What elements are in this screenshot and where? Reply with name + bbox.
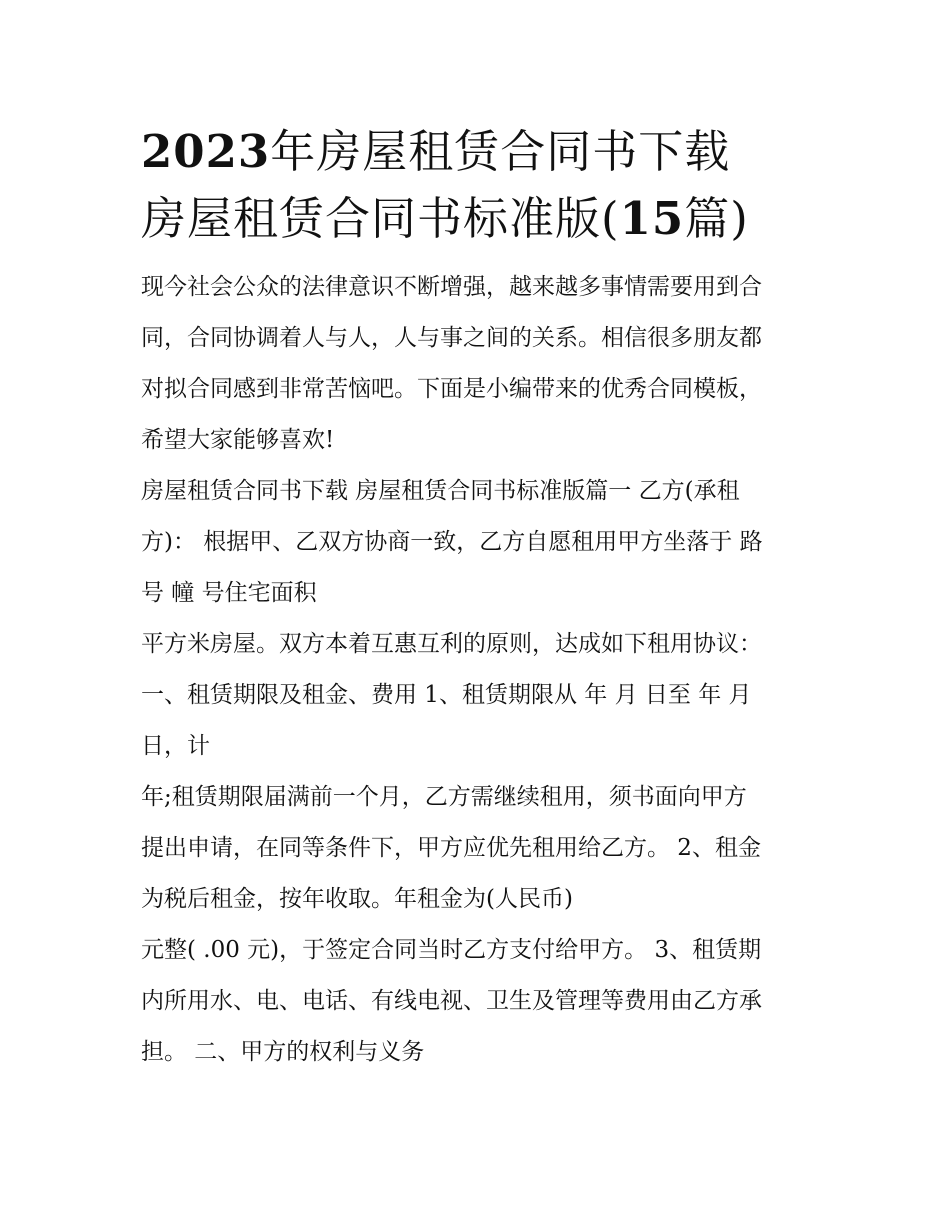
body-line: 元整( .00 元)，于签定合同当时乙方支付给甲方。 3、租赁期 [141, 937, 762, 963]
title-line-2 [141, 185, 821, 252]
body-line: 现今社会公众的法律意识不断增强，越来越多事情需要用到合 [141, 274, 762, 300]
body-line: 担。 二、甲方的权利与义务 [141, 1039, 425, 1065]
body-line: 房屋租赁合同书下载 房屋租赁合同书标准版篇一 乙方(承租 [141, 478, 740, 504]
body-line: 为税后租金，按年收取。年租金为(人民币) [141, 886, 573, 912]
body-line: 日，计 [141, 733, 210, 759]
body-line: 内所用水、电、电话、有线电视、卫生及管理等费用由乙方承 [141, 988, 762, 1014]
document-title [141, 118, 821, 252]
title-line-1-text: 年房屋租赁合同书下载 [270, 125, 731, 178]
body-line: 年;租赁期限届满前一个月，乙方需继续租用，须书面向甲方 [141, 784, 747, 810]
title-year: 2023 [141, 125, 271, 178]
title-count: 15 [619, 192, 685, 245]
body-line: 希望大家能够喜欢! [141, 427, 335, 453]
title-line-2-text: 房屋租赁合同书标准版( [141, 192, 620, 245]
body-line: 同，合同协调着人与人，人与事之间的关系。相信很多朋友都 [141, 325, 762, 351]
document-page [141, 118, 821, 1078]
body-line: 对拟合同感到非常苦恼吧。下面是小编带来的优秀合同模板， [141, 376, 762, 402]
body-line: 方)： 根据甲、乙双方协商一致，乙方自愿租用甲方坐落于 路 [141, 529, 763, 555]
body-line: 一、租赁期限及租金、费用 1、租赁期限从 年 月 日至 年 月 [141, 682, 752, 708]
title-line-1 [141, 118, 821, 185]
body-line: 平方米房屋。双方本着互惠互利的原则，达成如下租用协议： [141, 631, 762, 657]
body-line: 提出申请，在同等条件下，甲方应优先租用给乙方。 2、租金 [141, 835, 761, 861]
body-line: 号 幢 号住宅面积 [141, 580, 317, 606]
title-line-2-end: 篇) [684, 192, 749, 245]
document-body [141, 262, 821, 1078]
